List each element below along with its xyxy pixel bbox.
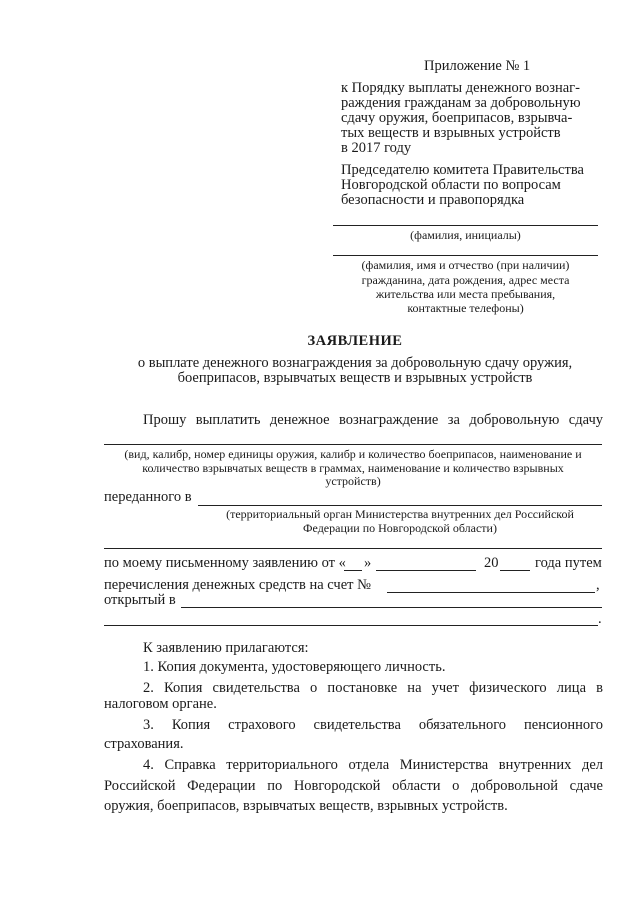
weapon-caption-line: устройств) [325,474,381,488]
attachment-item-2-line-2: налоговом органе. [104,696,217,712]
addressee-line: Новгородской области по вопросам [341,177,561,193]
addressee-line: безопасности и правопорядка [341,192,525,208]
statement-suffix: года путем [535,555,602,571]
attachment-item-4-line-2: Российской Федерации по Новгородской области о добровольной сдаче [104,778,603,794]
attachments-intro: К заявлению прилагаются: [143,640,309,656]
bank-field[interactable] [181,607,602,608]
attachment-item-4-line-3: оружия, боеприпасов, взрывчатых веществ, взрывных устройств. [104,798,508,814]
statement-day-field[interactable] [344,570,362,571]
applicant-caption-line: контактные телефоны) [407,301,524,315]
attachment-item-1: 1. Копия документа, удостоверяющего личность. [143,659,446,675]
account-number-field[interactable] [387,592,595,593]
statement-month-field[interactable] [376,570,476,571]
attachment-item-4-line-1: 4. Справка территориального отдела Министерства внутренних дел [143,757,603,773]
order-line: в 2017 году [341,140,412,156]
order-line: тых веществ и взрывных устройств [341,125,561,141]
transfer-comma: , [596,577,600,593]
order-line: к Порядку выплаты денежного вознаг- [341,80,580,96]
statement-quote-close: » [364,555,372,571]
organ-caption-line: (территориальный орган Министерства внутренних дел Российской [226,507,574,521]
applicant-caption-line: жительства или места пребывания, [375,287,556,301]
statement-year-field[interactable] [500,570,530,571]
weapon-caption-line: (вид, калибр, номер единицы оружия, калибр и количество боеприпасов, наименование и [124,447,582,461]
opened-label: открытый в [104,592,176,608]
organ-extra-fill-line[interactable] [104,548,602,549]
applicant-caption-line: (фамилия, имя и отчество (при наличии) [361,258,570,272]
transfer-text: перечисления денежных средств на счет № [104,577,371,593]
addressee-line: Председателю комитета Правительства [341,162,584,178]
organ-caption-line: Федерации по Новгородской области) [303,521,497,535]
document-subtitle-line: о выплате денежного вознаграждения за добровольную сдачу оружия, [137,355,573,371]
document-title: ЗАЯВЛЕНИЕ [307,333,403,349]
order-line: сдачу оружия, боеприпасов, взрывча- [341,110,573,126]
document-subtitle-line: боеприпасов, взрывчатых веществ и взрывных устройств [177,370,533,386]
weapon-caption-line: количество взрывчатых веществ в граммах, наименование и количество взрывных [142,461,564,475]
transferred-label: переданного в [104,489,192,505]
organ-fill-line[interactable] [198,505,602,506]
attachment-item-3-line-2: страхования. [104,736,184,752]
statement-prefix: по моему письменному заявлению от « [104,555,346,571]
end-period: . [598,611,602,627]
weapon-fill-line[interactable] [104,444,602,445]
bank-extra-field[interactable] [104,625,598,626]
applicant-caption-line: гражданина, дата рождения, адрес места [361,273,570,287]
applicant-fill-line[interactable] [333,255,598,256]
initials-caption: (фамилия, инициалы) [410,228,521,242]
order-line: раждения гражданам за добровольную [341,95,581,111]
initials-fill-line[interactable] [333,225,598,226]
statement-year-prefix: 20 [484,555,499,571]
attachment-item-2-line-1: 2. Копия свидетельства о постановке на учет физического лица в [143,680,603,696]
appendix-label: Приложение № 1 [424,58,531,74]
attachment-item-3-line-1: 3. Копия страхового свидетельства обязательного пенсионного [143,717,603,733]
request-text: Прошу выплатить денежное вознаграждение за добровольную сдачу [143,412,603,428]
